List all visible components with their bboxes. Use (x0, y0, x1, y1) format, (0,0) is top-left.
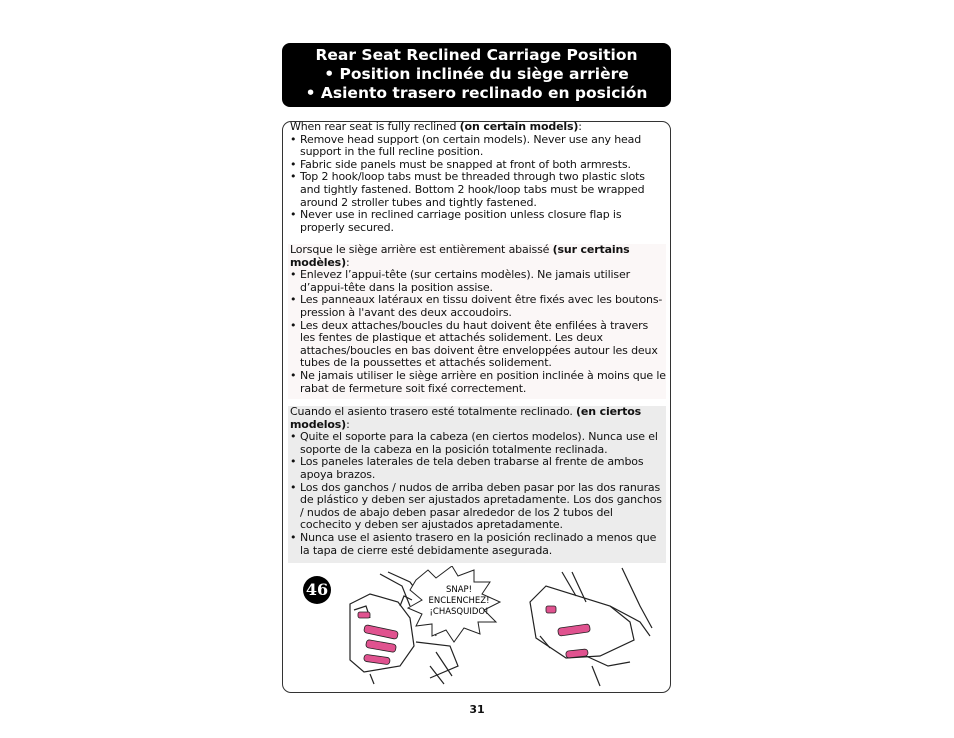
snap-spanish: ¡CHASQUIDO! (429, 607, 489, 617)
left-pink-tabs (358, 612, 398, 665)
list-item: • Los paneles laterales de tela deben trabarse al frente de ambos apoya brazos. (288, 456, 666, 481)
spanish-intro: Cuando el asiento trasero esté totalmente reclinado. (en ciertos modelos): (290, 405, 642, 431)
right-stroller-drawing (530, 568, 652, 686)
section-title-banner (282, 43, 671, 107)
snap-french: ENCLENCHEZ! (428, 596, 490, 606)
list-item: • Ne jamais utiliser le siège arrière en position inclinée à moins que le rabat de fermeture soit fixé correctement. (288, 370, 666, 395)
list-item: • Les panneaux latéraux en tissu doivent être fixés avec les boutons-pression à l'avant des deux accoudoirs. (288, 294, 666, 319)
list-item: • Quite el soporte para la cabeza (en ciertos modelos). Nunca use el soporte de la cabeza en la posición totalmente reclinada. (288, 431, 666, 456)
list-item: • Fabric side panels must be snapped at front of both armrests. (288, 159, 666, 172)
step-number-badge: 46 (303, 576, 331, 604)
english-intro: When rear seat is fully reclined (on certain models): (290, 120, 582, 133)
french-intro: Lorsque le siège arrière est entièrement abaissé (sur certains modèles): (290, 243, 630, 269)
english-instructions (288, 121, 666, 234)
snap-english: SNAP! (445, 585, 473, 595)
right-pink-tabs (546, 606, 590, 658)
french-instructions (288, 244, 666, 399)
list-item: • Top 2 hook/loop tabs must be threaded through two plastic slots and tightly fastened. Bottom 2 hook/loop tabs must be wrapped around 2 stroller tubes and tightly fastened. (288, 171, 666, 209)
page-number: 31 (469, 703, 485, 716)
spanish-bullet-list (288, 431, 666, 557)
list-item: • Never use in reclined carriage position unless closure flap is properly secured. (288, 209, 666, 234)
french-bullet-list (288, 269, 666, 395)
title-english: Rear Seat Reclined Carriage Position (315, 46, 638, 64)
list-item: • Les deux attaches/boucles du haut doivent ête enfilées à travers les fentes de plastique et attachés solidement. Les deux attaches/boucles en bas doivent être enveloppées autour les deux tubes de la poussettes et attachés solidement. (288, 320, 666, 370)
english-bullet-list (288, 134, 666, 235)
list-item: • Nunca use el asiento trasero en la posición reclinado a menos que la tapa de cierre esté debidamente asegurada. (288, 532, 666, 557)
list-item: • Remove head support (on certain models). Never use any head support in the full recline position. (288, 134, 666, 159)
list-item: • Los dos ganchos / nudos de arriba deben pasar por las dos ranuras de plástico y deben ser ajustados apretadamente. Los dos ganchos / nudos de abajo deben pasar alrededor de los 2 tubos del cochecito y deben ser ajustados apretadamente. (288, 482, 666, 532)
snap-callout (416, 585, 502, 618)
spanish-instructions (288, 406, 666, 563)
list-item: • Enlevez l’appui-tête (sur certains modèles). Ne jamais utiliser d’appui-tête dans la position assise. (288, 269, 666, 294)
title-french: • Position inclinée du siège arrière (324, 65, 629, 83)
title-spanish: • Asiento trasero reclinado en posición (305, 84, 648, 102)
